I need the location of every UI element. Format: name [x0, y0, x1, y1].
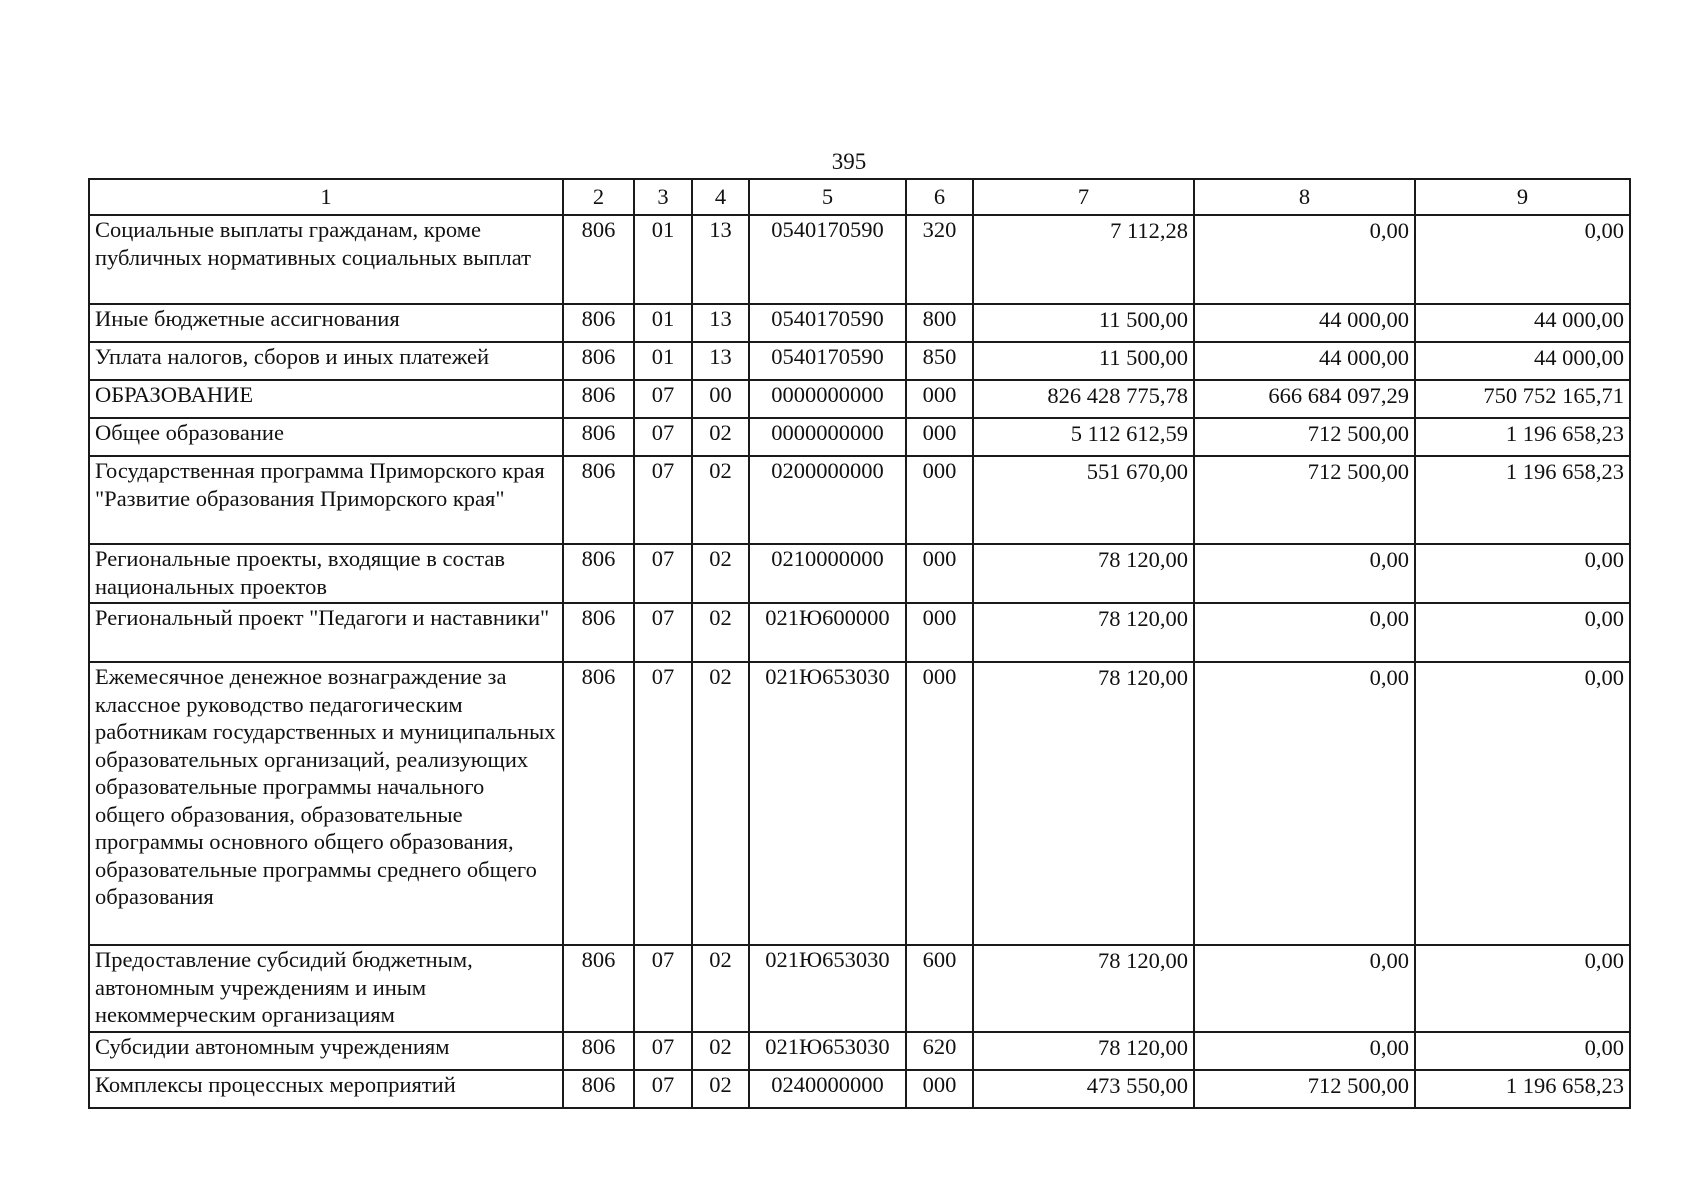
table-row — [89, 215, 1630, 304]
amount-col-8: 0,00 — [1194, 215, 1415, 304]
header-col-4: 4 — [692, 179, 749, 215]
expense-type-code: 000 — [906, 603, 973, 662]
expense-type-code: 000 — [906, 544, 973, 603]
budget-table — [88, 178, 1631, 1109]
section-code: 07 — [634, 1032, 692, 1070]
section-code: 01 — [634, 304, 692, 342]
subsection-code: 02 — [692, 603, 749, 662]
header-col-1: 1 — [89, 179, 563, 215]
table-row — [89, 544, 1630, 603]
grbs-code: 806 — [563, 1032, 634, 1070]
expense-type-code: 800 — [906, 304, 973, 342]
amount-col-7: 78 120,00 — [973, 544, 1194, 603]
amount-col-9: 44 000,00 — [1415, 342, 1630, 380]
subsection-code: 13 — [692, 342, 749, 380]
grbs-code: 806 — [563, 456, 634, 544]
amount-col-8: 0,00 — [1194, 603, 1415, 662]
page-number: 395 — [831, 149, 867, 174]
expense-type-code: 000 — [906, 456, 973, 544]
header-row — [89, 179, 1630, 215]
amount-col-8: 712 500,00 — [1194, 1070, 1415, 1108]
subsection-code: 02 — [692, 1070, 749, 1108]
amount-col-9: 1 196 658,23 — [1415, 1070, 1630, 1108]
grbs-code: 806 — [563, 945, 634, 1032]
section-code: 07 — [634, 544, 692, 603]
grbs-code: 806 — [563, 1070, 634, 1108]
amount-col-7: 7 112,28 — [973, 215, 1194, 304]
amount-col-9: 0,00 — [1415, 1032, 1630, 1070]
table-row — [89, 1032, 1630, 1070]
row-name: Общее образование — [89, 418, 563, 456]
row-name: Предоставление субсидий бюджетным, автономным учреждениям и иным некоммерческим организациям — [89, 945, 563, 1032]
row-name: Государственная программа Приморского края "Развитие образования Приморского края" — [89, 456, 563, 544]
amount-col-7: 78 120,00 — [973, 1032, 1194, 1070]
table-row — [89, 456, 1630, 544]
expense-type-code: 000 — [906, 662, 973, 945]
row-name: Социальные выплаты гражданам, кроме публичных нормативных социальных выплат — [89, 215, 563, 304]
header-col-6: 6 — [906, 179, 973, 215]
amount-col-9: 0,00 — [1415, 603, 1630, 662]
subsection-code: 02 — [692, 418, 749, 456]
grbs-code: 806 — [563, 418, 634, 456]
section-code: 01 — [634, 342, 692, 380]
amount-col-9: 0,00 — [1415, 945, 1630, 1032]
target-article-code: 0210000000 — [749, 544, 906, 603]
target-article-code: 021Ю653030 — [749, 1032, 906, 1070]
grbs-code: 806 — [563, 603, 634, 662]
section-code: 01 — [634, 215, 692, 304]
amount-col-8: 0,00 — [1194, 1032, 1415, 1070]
row-name: Региональный проект "Педагоги и наставники" — [89, 603, 563, 662]
amount-col-7: 11 500,00 — [973, 304, 1194, 342]
row-name: ОБРАЗОВАНИЕ — [89, 380, 563, 418]
subsection-code: 02 — [692, 1032, 749, 1070]
amount-col-8: 666 684 097,29 — [1194, 380, 1415, 418]
table-row — [89, 603, 1630, 662]
expense-type-code: 850 — [906, 342, 973, 380]
amount-col-8: 44 000,00 — [1194, 304, 1415, 342]
amount-col-7: 826 428 775,78 — [973, 380, 1194, 418]
amount-col-7: 78 120,00 — [973, 945, 1194, 1032]
target-article-code: 0540170590 — [749, 342, 906, 380]
table-body — [89, 215, 1630, 1108]
target-article-code: 0540170590 — [749, 304, 906, 342]
expense-type-code: 000 — [906, 1070, 973, 1108]
expense-type-code: 600 — [906, 945, 973, 1032]
amount-col-7: 11 500,00 — [973, 342, 1194, 380]
target-article-code: 0540170590 — [749, 215, 906, 304]
table-row — [89, 1070, 1630, 1108]
table-row — [89, 418, 1630, 456]
subsection-code: 02 — [692, 544, 749, 603]
target-article-code: 0200000000 — [749, 456, 906, 544]
amount-col-9: 0,00 — [1415, 662, 1630, 945]
target-article-code: 0240000000 — [749, 1070, 906, 1108]
target-article-code: 021Ю653030 — [749, 662, 906, 945]
section-code: 07 — [634, 380, 692, 418]
amount-col-9: 1 196 658,23 — [1415, 456, 1630, 544]
header-col-7: 7 — [973, 179, 1194, 215]
amount-col-9: 44 000,00 — [1415, 304, 1630, 342]
grbs-code: 806 — [563, 342, 634, 380]
table-row — [89, 342, 1630, 380]
amount-col-8: 0,00 — [1194, 662, 1415, 945]
grbs-code: 806 — [563, 380, 634, 418]
expense-type-code: 320 — [906, 215, 973, 304]
amount-col-8: 0,00 — [1194, 945, 1415, 1032]
amount-col-9: 0,00 — [1415, 215, 1630, 304]
amount-col-8: 712 500,00 — [1194, 418, 1415, 456]
section-code: 07 — [634, 662, 692, 945]
table-row — [89, 380, 1630, 418]
amount-col-7: 78 120,00 — [973, 662, 1194, 945]
amount-col-7: 5 112 612,59 — [973, 418, 1194, 456]
header-col-8: 8 — [1194, 179, 1415, 215]
subsection-code: 02 — [692, 945, 749, 1032]
target-article-code: 021Ю600000 — [749, 603, 906, 662]
section-code: 07 — [634, 456, 692, 544]
table-row — [89, 945, 1630, 1032]
expense-type-code: 000 — [906, 380, 973, 418]
header-col-3: 3 — [634, 179, 692, 215]
table-header — [89, 179, 1630, 215]
target-article-code: 0000000000 — [749, 380, 906, 418]
amount-col-7: 551 670,00 — [973, 456, 1194, 544]
amount-col-9: 0,00 — [1415, 544, 1630, 603]
row-name: Субсидии автономным учреждениям — [89, 1032, 563, 1070]
subsection-code: 00 — [692, 380, 749, 418]
section-code: 07 — [634, 1070, 692, 1108]
amount-col-7: 78 120,00 — [973, 603, 1194, 662]
grbs-code: 806 — [563, 215, 634, 304]
amount-col-8: 44 000,00 — [1194, 342, 1415, 380]
section-code: 07 — [634, 418, 692, 456]
row-name: Уплата налогов, сборов и иных платежей — [89, 342, 563, 380]
grbs-code: 806 — [563, 304, 634, 342]
subsection-code: 02 — [692, 662, 749, 945]
section-code: 07 — [634, 603, 692, 662]
row-name: Иные бюджетные ассигнования — [89, 304, 563, 342]
expense-type-code: 000 — [906, 418, 973, 456]
row-name: Комплексы процессных мероприятий — [89, 1070, 563, 1108]
subsection-code: 13 — [692, 304, 749, 342]
subsection-code: 02 — [692, 456, 749, 544]
amount-col-8: 712 500,00 — [1194, 456, 1415, 544]
grbs-code: 806 — [563, 544, 634, 603]
amount-col-8: 0,00 — [1194, 544, 1415, 603]
header-col-5: 5 — [749, 179, 906, 215]
subsection-code: 13 — [692, 215, 749, 304]
header-col-9: 9 — [1415, 179, 1630, 215]
grbs-code: 806 — [563, 662, 634, 945]
header-col-2: 2 — [563, 179, 634, 215]
table-row — [89, 304, 1630, 342]
amount-col-9: 1 196 658,23 — [1415, 418, 1630, 456]
table-row — [89, 662, 1630, 945]
target-article-code: 021Ю653030 — [749, 945, 906, 1032]
amount-col-9: 750 752 165,71 — [1415, 380, 1630, 418]
row-name: Региональные проекты, входящие в состав национальных проектов — [89, 544, 563, 603]
section-code: 07 — [634, 945, 692, 1032]
target-article-code: 0000000000 — [749, 418, 906, 456]
amount-col-7: 473 550,00 — [973, 1070, 1194, 1108]
row-name: Ежемесячное денежное вознаграждение за классное руководство педагогическим работникам государственных и муниципальных образовательных организаций, реализующих образовательные программы начального общего образования, образовательные программы основного общего образования, образовательные программы среднего общего образования — [89, 662, 563, 945]
expense-type-code: 620 — [906, 1032, 973, 1070]
